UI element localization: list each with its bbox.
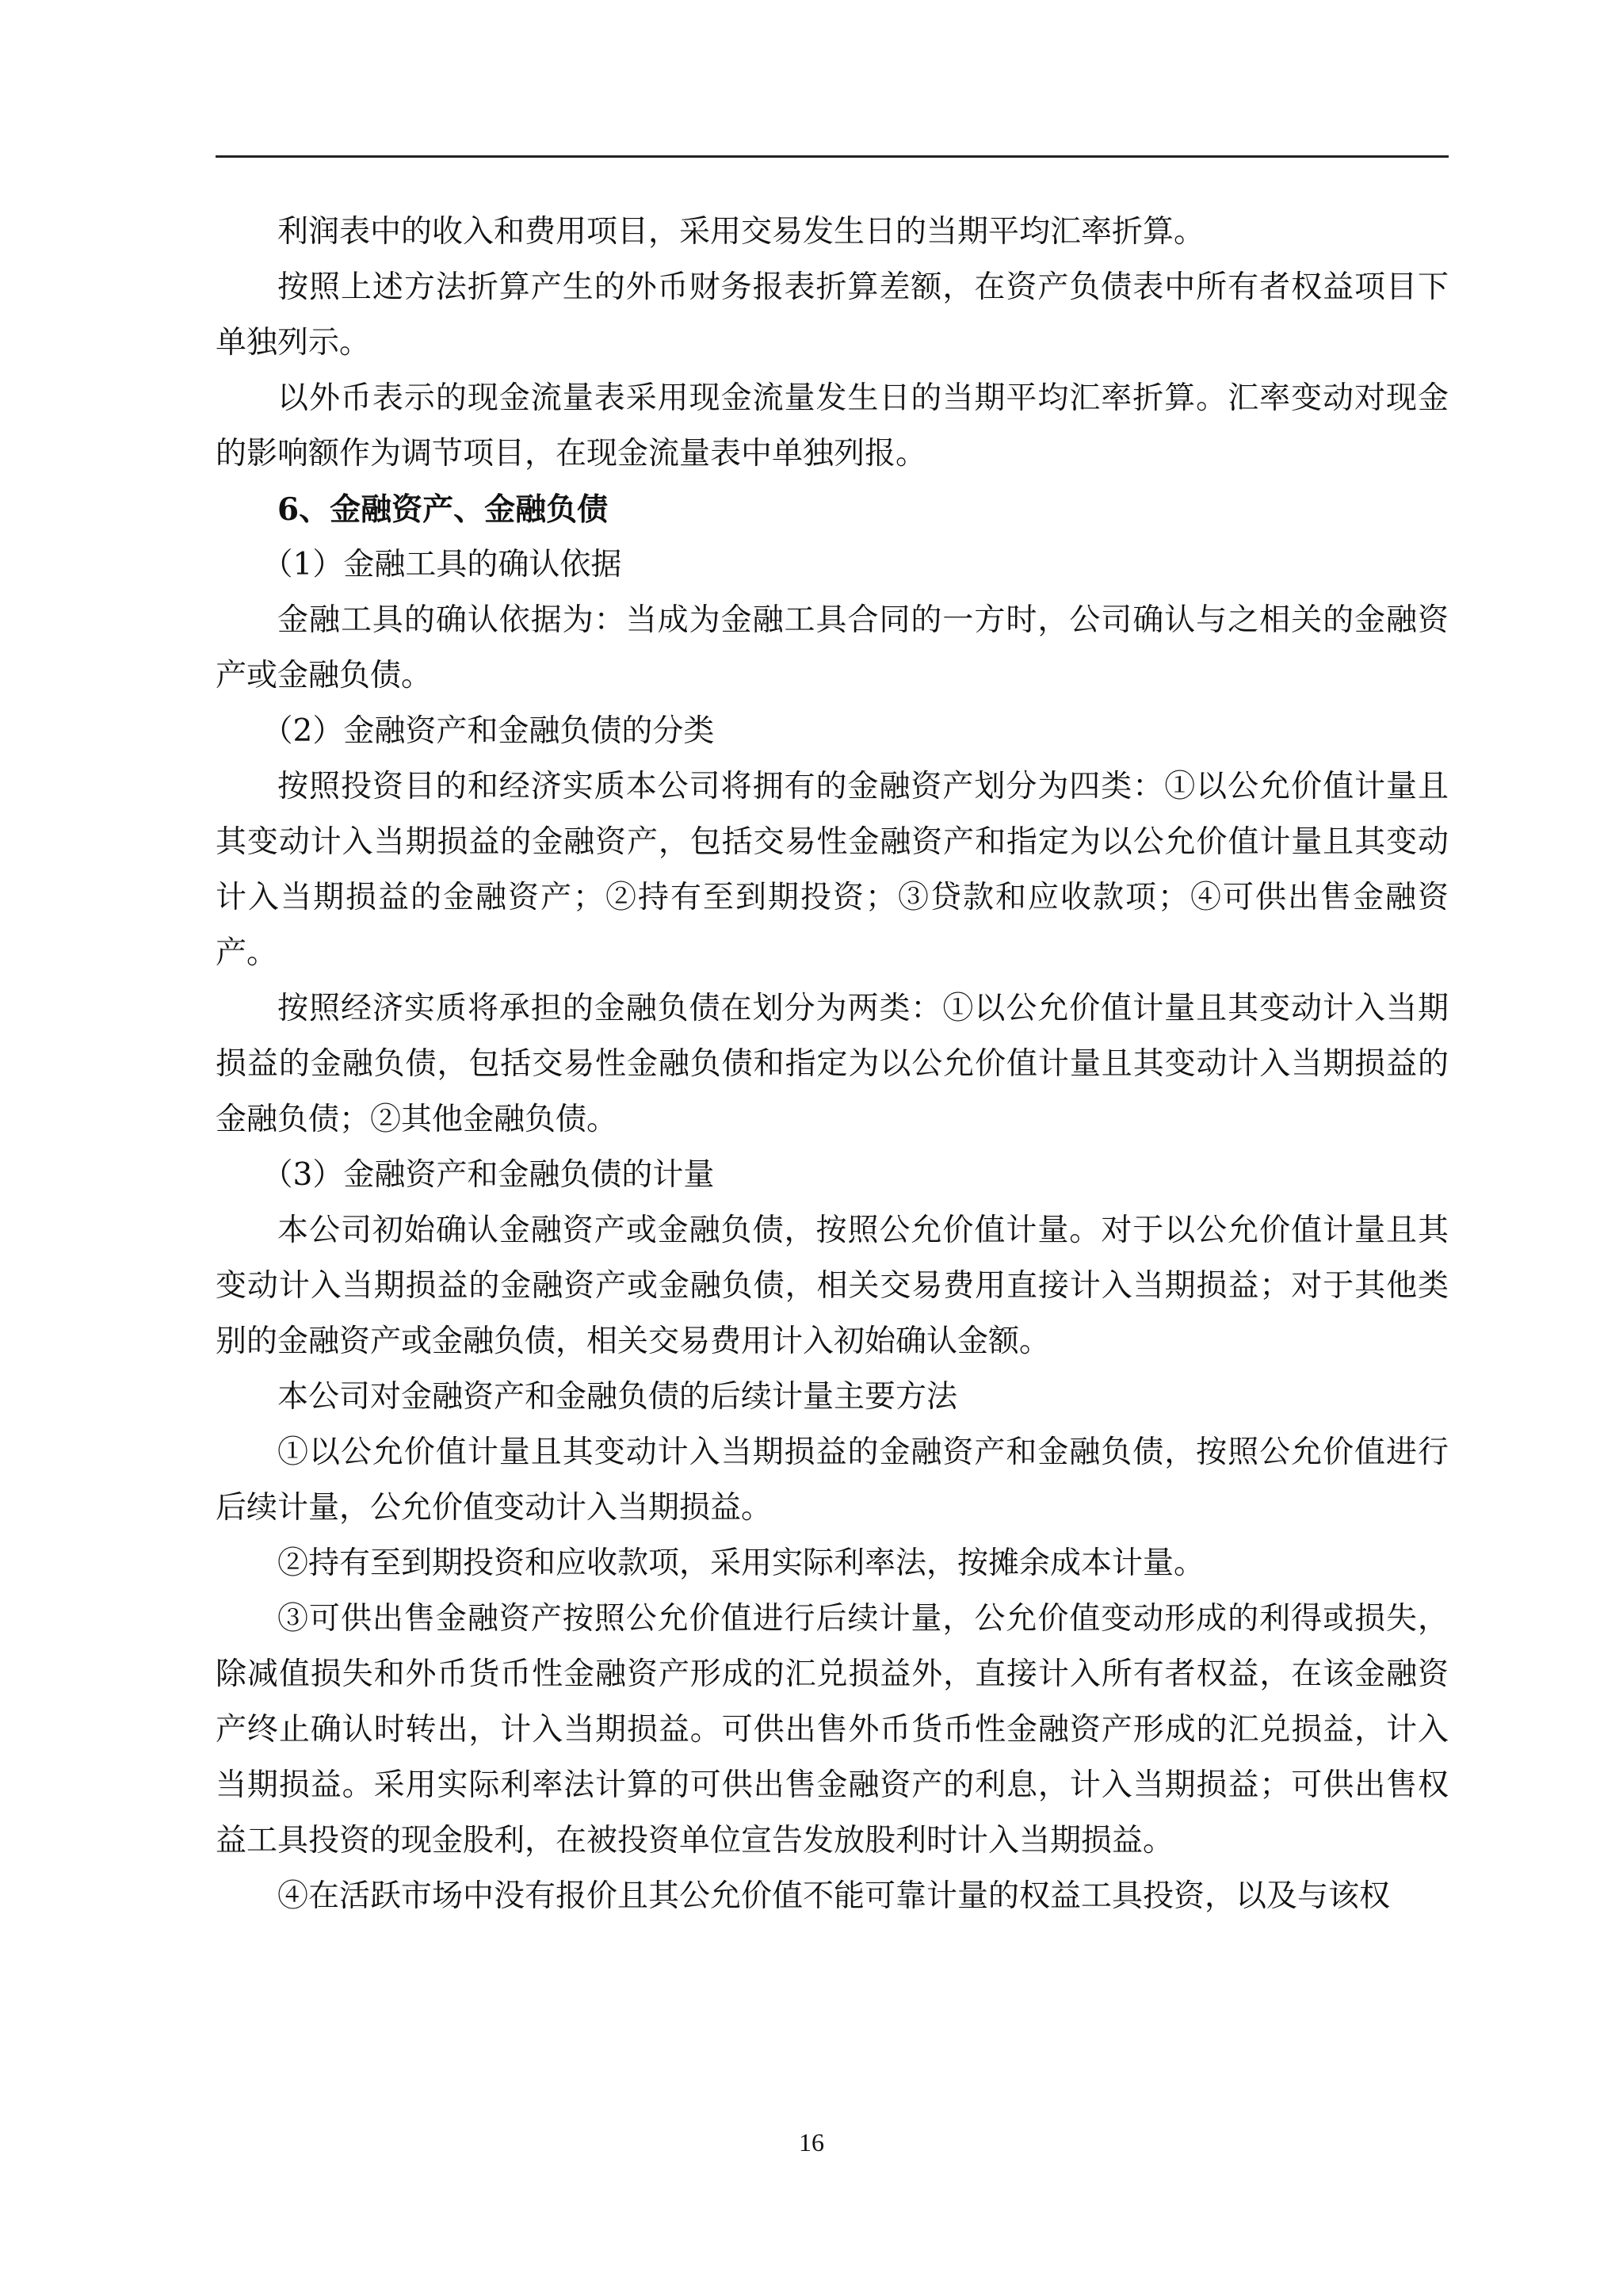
paragraph: 以外币表示的现金流量表采用现金流量发生日的当期平均汇率折算。汇率变动对现金的影响额作为调节项目，在现金流量表中单独列报。 bbox=[216, 380, 1449, 472]
paragraph: ②持有至到期投资和应收款项，采用实际利率法，按摊余成本计量。 bbox=[277, 1545, 1205, 1581]
document-body bbox=[216, 204, 1449, 1924]
paragraph: ③可供出售金融资产按照公允价值进行后续计量，公允价值变动形成的利得或损失，除减值损失和外币货币性金融资产形成的汇兑损益外，直接计入所有者权益，在该金融资产终止确认时转出，计入当期损益。可供出售外币货币性金融资产形成的汇兑损益，计入当期损益。采用实际利率法计算的可供出售金融资产的利息，计入当期损益；可供出售权益工具投资的现金股利，在被投资单位宣告发放股利时计入当期损益。 bbox=[216, 1601, 1449, 1859]
paragraph: ④在活跃市场中没有报价且其公允价值不能可靠计量的权益工具投资，以及与该权 bbox=[277, 1878, 1391, 1914]
paragraph: 金融工具的确认依据为：当成为金融工具合同的一方时，公司确认与之相关的金融资产或金融负债。 bbox=[216, 602, 1449, 693]
paragraph: 按照上述方法折算产生的外币财务报表折算差额，在资产负债表中所有者权益项目下单独列示。 bbox=[216, 269, 1449, 361]
subsection-heading: （2）金融资产和金融负债的分类 bbox=[262, 713, 715, 749]
paragraph: 利润表中的收入和费用项目，采用交易发生日的当期平均汇率折算。 bbox=[277, 214, 1205, 250]
subsection-heading: （3）金融资产和金融负债的计量 bbox=[262, 1157, 715, 1193]
header-rule bbox=[216, 155, 1449, 158]
page-number: 16 bbox=[799, 2128, 824, 2157]
paragraph: 按照经济实质将承担的金融负债在划分为两类：①以公允价值计量且其变动计入当期损益的金融负债，包括交易性金融负债和指定为以公允价值计量且其变动计入当期损益的金融负债；②其他金融负债。 bbox=[216, 991, 1449, 1137]
paragraph: 本公司对金融资产和金融负债的后续计量主要方法 bbox=[277, 1379, 958, 1415]
section-heading: 6、金融资产、金融负债 bbox=[277, 491, 609, 528]
paragraph: 本公司初始确认金融资产或金融负债，按照公允价值计量。对于以公允价值计量且其变动计入当期损益的金融资产或金融负债，相关交易费用直接计入当期损益；对于其他类别的金融资产或金融负债，相关交易费用计入初始确认金额。 bbox=[216, 1213, 1449, 1359]
paragraph: 按照投资目的和经济实质本公司将拥有的金融资产划分为四类：①以公允价值计量且其变动计入当期损益的金融资产，包括交易性金融资产和指定为以公允价值计量且其变动计入当期损益的金融资产；②持有至到期投资；③贷款和应收款项；④可供出售金融资产。 bbox=[216, 769, 1449, 971]
paragraph: ①以公允价值计量且其变动计入当期损益的金融资产和金融负债，按照公允价值进行后续计量，公允价值变动计入当期损益。 bbox=[216, 1435, 1449, 1526]
subsection-heading: （1）金融工具的确认依据 bbox=[262, 547, 622, 583]
